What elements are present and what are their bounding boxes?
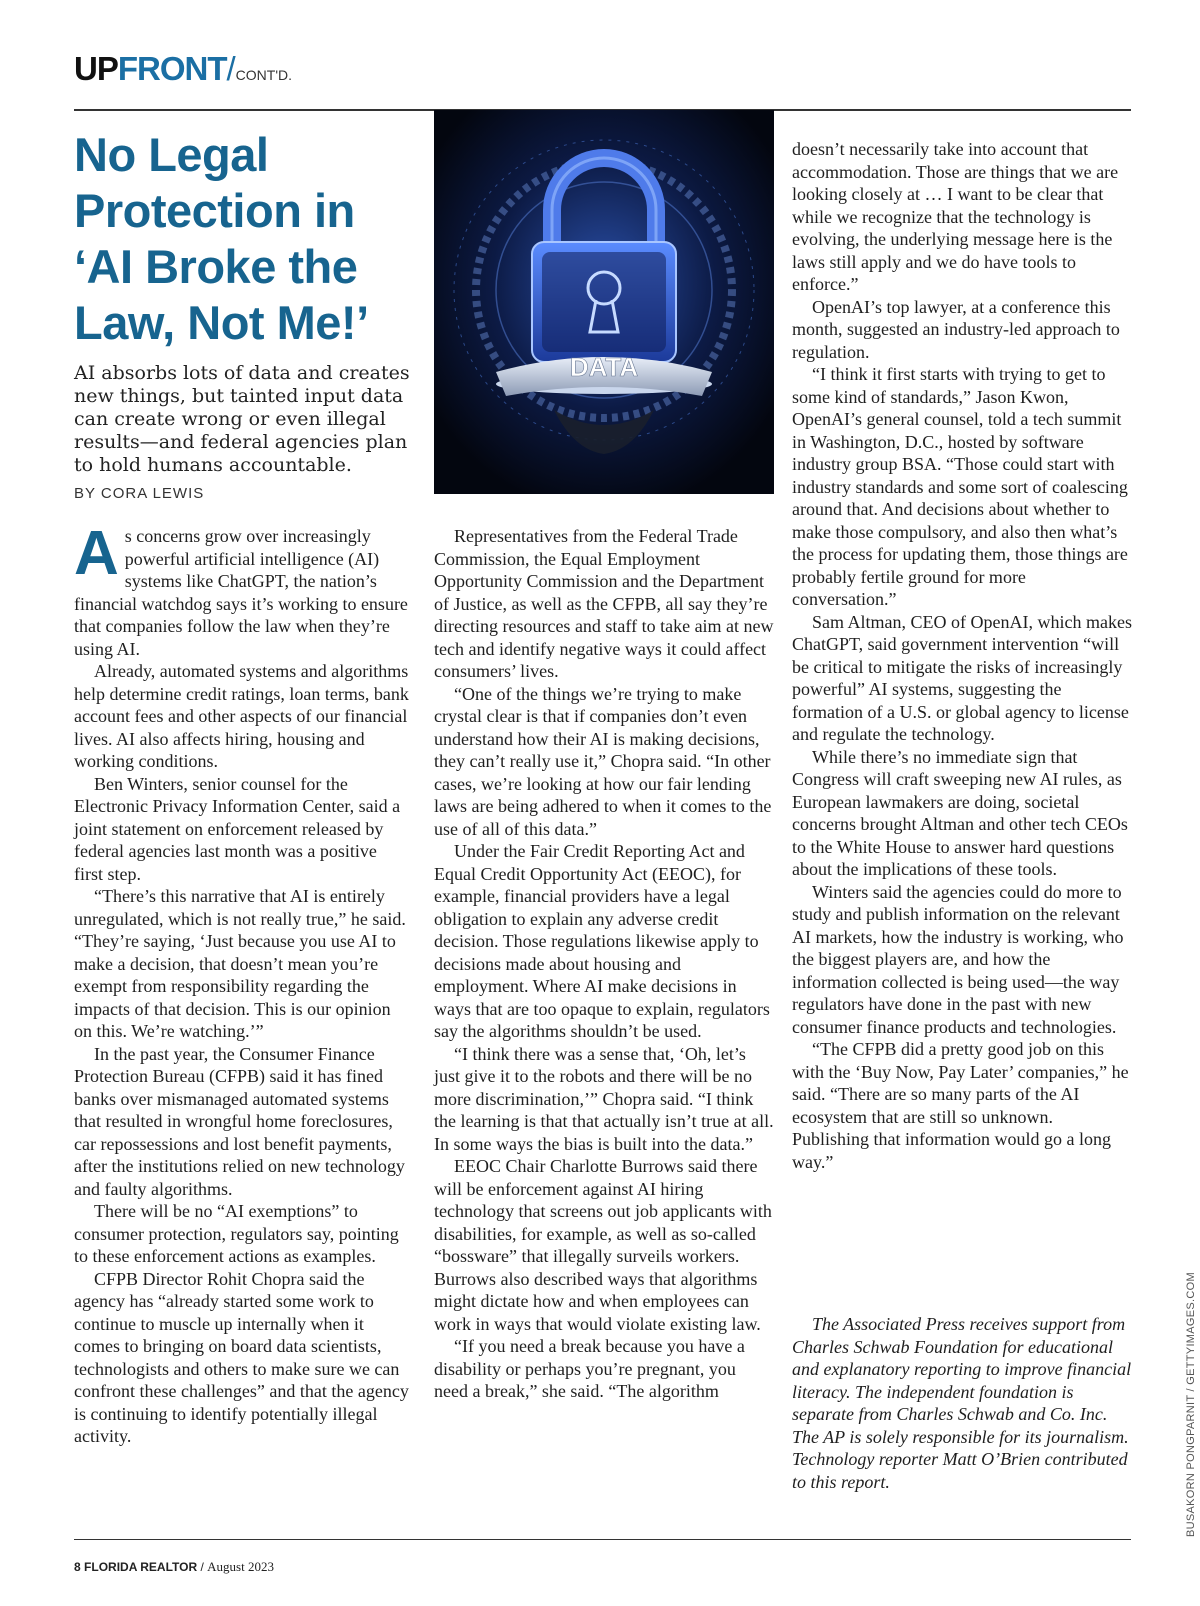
paragraph: Representatives from the Federal Trade Commission, the Equal Employment Opportunity Commission and the Department of Justice, as well as the CFPB, all say they’re directing resources and staff to take aim at new tech and identify negative ways it could affect consumers’ lives. <box>434 526 774 681</box>
paragraph: While there’s no immediate sign that Congress will craft sweeping new AI rules, as European lawmakers are doing, societal concerns brought Altman and other tech CEOs to the White House to answer hard questions about the implications of these tools. <box>792 746 1128 879</box>
headline: No Legal Protection in ‘AI Broke the Law, Not Me!’ <box>74 128 369 349</box>
data-label: DATA <box>569 352 639 382</box>
paragraph: Ben Winters, senior counsel for the Electronic Privacy Information Center, said a joint statement on enforcement released by federal agencies last month was a positive first step. <box>74 773 401 884</box>
paragraph: Under the Fair Credit Reporting Act and Equal Credit Opportunity Act (EEOC), for example, financial providers have a legal obligation to explain any adverse credit decision. Those regulations likewise apply to decisions made about housing and employment. Where AI make decisions in ways that are too opaque to explain, regulators say the algorithms shouldn’t be used. <box>434 841 770 1041</box>
padlock-illustration <box>434 110 774 494</box>
section-tag-contd: CONT'D. <box>235 67 293 83</box>
paragraph: CFPB Director Rohit Chopra said the agency has “already started some work to continue to muscle up internally when it comes to bringing on board data scientists, technologists and others to make sure we can confront these challenges” and that the agency is continuing to identify potentially illegal activity. <box>74 1268 409 1446</box>
issue-date: August 2023 <box>207 1559 274 1574</box>
article-column-2 <box>434 525 774 1403</box>
attribution-note: The Associated Press receives support from Charles Schwab Foundation for educational and explanatory reporting to improve financial literacy. The independent foundation is separate from Charles Schwab and Co. Inc. The AP is solely responsible for its journalism. Technology reporter Matt O’Brien contributed to this report. <box>792 1314 1132 1492</box>
paragraph: “One of the things we’re trying to make crystal clear is that if companies don’t even understand how their AI is making decisions, they can’t really use it,” Chopra said. “In other cases, we’re looking at how our fair lending laws are being adhered to when it comes to the use of all of this data.” <box>434 683 772 839</box>
paragraph: OpenAI’s top lawyer, at a conference this month, suggested an industry-led approach to regulation. <box>792 296 1120 362</box>
article-column-3 <box>792 138 1132 1173</box>
paragraph: “I think it first starts with trying to get to some kind of standards,” Jason Kwon, OpenAI’s general counsel, told a tech summit in Washington, D.C., hosted by software industry group BSA. “Those could start with industry standards and some sort of coalescing around that. And decisions about whether to make those compulsory, and also then what’s the process for updating them, those things are probably fertile ground for more conversation.” <box>792 364 1128 609</box>
byline: BY CORA LEWIS <box>74 485 205 502</box>
paragraph: EEOC Chair Charlotte Burrows said there will be enforcement against AI hiring technology that screens out job applicants with disabilities, for example, as well as so-called “bossware” that illegally surveils workers. Burrows also described ways that algorithms might dictate how and when employees can work in ways that would violate existing law. <box>434 1156 772 1334</box>
page-footer <box>74 1559 274 1575</box>
photo-credit: BUSAKORN PONGPARNIT / GETTYIMAGES.COM <box>1185 1272 1197 1537</box>
paragraph: “If you need a break because you have a disability or perhaps you’re pregnant, you need a break,” she said. “The algorithm <box>434 1336 745 1401</box>
dek: AI absorbs lots of data and creates new things, but tainted input data can create wrong or even illegal results—and federal agencies plan to hold humans accountable. <box>74 362 410 476</box>
paragraph: There will be no “AI exemptions” to consumer protection, regulators say, pointing to these enforcement actions as examples. <box>74 1201 399 1266</box>
article-column-1 <box>74 519 409 1448</box>
paragraph: Winters said the agencies could do more to study and publish information on the relevant AI markets, how the industry is working, who the biggest players are, and how the information collected is being used—the way regulators have done in the past with new consumer finance products and technologies. <box>792 881 1124 1037</box>
paragraph: As concerns grow over increasingly powerful artificial intelligence (AI) systems like ChatGPT, the nation’s financial watchdog says it’s working to ensure that companies follow the law when they’re using AI. <box>74 519 408 659</box>
section-tag-slash: / <box>226 50 236 87</box>
paragraph: doesn’t necessarily take into account that accommodation. Those are things that we are looking closely at … I want to be clear that while we recognize that the technology is evolving, the underlying message here is the laws still apply and we do have tools to enforce.” <box>792 139 1119 294</box>
paragraph: In the past year, the Consumer Finance Protection Bureau (CFPB) said it has fined banks over mismanaged automated systems that resulted in wrongful home foreclosures, car repossessions and lost benefit payments, after the institutions relied on new technology and faulty algorithms. <box>74 1043 405 1199</box>
section-tag-front: FRONT <box>117 50 227 87</box>
paragraph: “The CFPB did a pretty good job on this with the ‘Buy Now, Pay Later’ companies,” he said. “There are so many parts of the AI ecosystem that are still so unknown. Publishing that information would go a long way.” <box>792 1039 1129 1172</box>
paragraph: Already, automated systems and algorithms help determine credit ratings, loan terms, bank account fees and other aspects of our financial lives. AI also affects hiring, housing and working conditions. <box>74 661 409 771</box>
paragraph: “I think there was a sense that, ‘Oh, let’s just give it to the robots and there will be no more discrimination,’” Chopra said. “I think the learning is that that actually isn’t true at all. In some ways the bias is built into the data.” <box>434 1043 774 1154</box>
footer-separator: / <box>200 1560 204 1574</box>
section-tag <box>74 50 292 90</box>
drop-cap: A <box>74 519 119 588</box>
paragraph: “There’s this narrative that AI is entirely unregulated, which is not really true,” he said. “They’re saying, ‘Just because you use AI to make a decision, that doesn’t mean you’re exempt from responsibility regarding the impacts of that decision. This is our opinion on this. We’re watching.’” <box>74 886 406 1041</box>
paragraph: Sam Altman, CEO of OpenAI, which makes ChatGPT, said government intervention “will be critical to mitigate the risks of increasingly powerful” AI systems, suggesting the formation of a U.S. or global agency to license and regulate the technology. <box>792 611 1132 744</box>
page-number: 8 <box>74 1560 81 1574</box>
section-tag-up: UP <box>74 50 118 87</box>
data-lock-photo <box>434 110 774 494</box>
publication-name: FLORIDA REALTOR <box>84 1560 198 1574</box>
bottom-rule <box>74 1539 1131 1540</box>
